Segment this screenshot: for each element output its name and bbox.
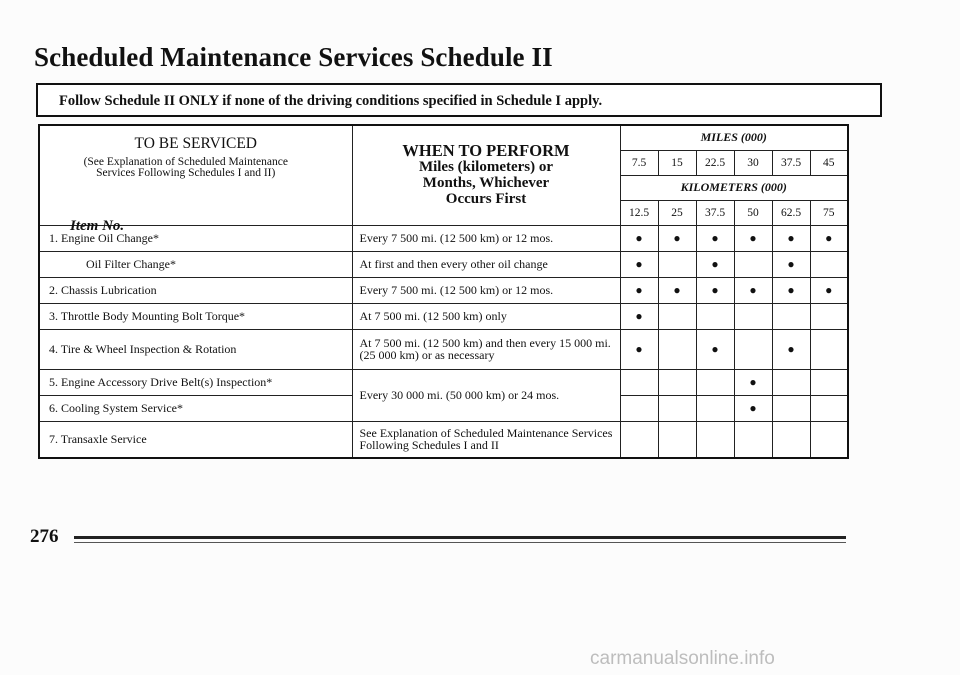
- service-dot: ●: [734, 395, 772, 421]
- to-be-serviced-title: TO BE SERVICED: [134, 135, 257, 152]
- empty-cell: [696, 395, 734, 421]
- when-cell: At 7 500 mi. (12 500 km) only: [352, 303, 620, 329]
- service-dot: ●: [620, 303, 658, 329]
- watermark: carmanualsonline.info: [590, 648, 775, 669]
- when-cell: At first and then every other oil change: [352, 251, 620, 277]
- empty-cell: [810, 303, 848, 329]
- when-cell: At 7 500 mi. (12 500 km) and then every 15 000 mi. (25 000 km) or as necessary: [352, 329, 620, 369]
- item-no-label: Item No.: [70, 218, 125, 234]
- empty-cell: [734, 421, 772, 458]
- when-line-2: Miles (kilometers) or: [418, 159, 554, 176]
- page-title: Scheduled Maintenance Services Schedule II: [34, 42, 553, 72]
- miles-cell: 45: [810, 150, 848, 175]
- service-dot: ●: [658, 277, 696, 303]
- maintenance-schedule-table: [38, 124, 849, 459]
- to-be-serviced-note: (See Explanation of Scheduled Maintenance Services Following Schedules I and II): [83, 156, 288, 179]
- service-item: Oil Filter Change*: [39, 251, 352, 277]
- service-dot: ●: [620, 277, 658, 303]
- notice-text: Follow Schedule II ONLY if none of the driving conditions specified in Schedule I apply.: [59, 93, 603, 109]
- empty-cell: [658, 369, 696, 395]
- page-number: 276: [30, 526, 63, 548]
- service-dot: ●: [772, 329, 810, 369]
- when-to-perform-title: WHEN TO PERFORM: [402, 141, 570, 161]
- empty-cell: [658, 251, 696, 277]
- empty-cell: [734, 329, 772, 369]
- notice-box: [36, 83, 882, 117]
- km-cell: 50: [734, 200, 772, 225]
- service-dot: ●: [620, 251, 658, 277]
- when-cell: See Explanation of Scheduled Maintenance Services Following Schedules I and II: [352, 421, 620, 458]
- service-dot: ●: [810, 277, 848, 303]
- service-item: 4. Tire & Wheel Inspection & Rotation: [39, 329, 352, 369]
- kilometers-header: KILOMETERS (000): [620, 175, 848, 200]
- service-item: 6. Cooling System Service*: [39, 395, 352, 421]
- service-dot: ●: [734, 369, 772, 395]
- when-line-3: Months, Whichever: [422, 175, 550, 192]
- empty-cell: [734, 303, 772, 329]
- service-dot: ●: [696, 225, 734, 251]
- empty-cell: [658, 421, 696, 458]
- when-line-4: Occurs First: [445, 191, 527, 208]
- empty-cell: [696, 303, 734, 329]
- footer-rule: [74, 536, 846, 539]
- miles-cell: 22.5: [696, 150, 734, 175]
- empty-cell: [658, 303, 696, 329]
- service-item: 1. Engine Oil Change*: [39, 225, 352, 251]
- service-dot: ●: [696, 251, 734, 277]
- empty-cell: [772, 421, 810, 458]
- service-dot: ●: [772, 225, 810, 251]
- km-cell: 75: [810, 200, 848, 225]
- service-dot: ●: [658, 225, 696, 251]
- miles-cell: 30: [734, 150, 772, 175]
- empty-cell: [772, 369, 810, 395]
- footer-rule-thin: [74, 542, 846, 543]
- empty-cell: [696, 369, 734, 395]
- service-item: 5. Engine Accessory Drive Belt(s) Inspection*: [39, 369, 352, 395]
- service-dot: ●: [772, 277, 810, 303]
- empty-cell: [772, 395, 810, 421]
- when-cell: Every 7 500 mi. (12 500 km) or 12 mos.: [352, 277, 620, 303]
- km-cell: 25: [658, 200, 696, 225]
- empty-cell: [620, 369, 658, 395]
- when-to-perform-header: [352, 125, 620, 225]
- km-cell: 12.5: [620, 200, 658, 225]
- km-cell: 62.5: [772, 200, 810, 225]
- service-dot: ●: [734, 277, 772, 303]
- miles-cell: 37.5: [772, 150, 810, 175]
- service-dot: ●: [734, 225, 772, 251]
- empty-cell: [696, 421, 734, 458]
- service-dot: ●: [696, 277, 734, 303]
- service-item: 3. Throttle Body Mounting Bolt Torque*: [39, 303, 352, 329]
- miles-cell: 15: [658, 150, 696, 175]
- when-cell: Every 7 500 mi. (12 500 km) or 12 mos.: [352, 225, 620, 251]
- empty-cell: [658, 395, 696, 421]
- empty-cell: [620, 395, 658, 421]
- empty-cell: [810, 251, 848, 277]
- service-item: 7. Transaxle Service: [39, 421, 352, 458]
- service-dot: ●: [772, 251, 810, 277]
- service-dot: ●: [620, 225, 658, 251]
- empty-cell: [810, 421, 848, 458]
- when-cell: Every 30 000 mi. (50 000 km) or 24 mos.: [352, 369, 620, 421]
- miles-cell: 7.5: [620, 150, 658, 175]
- empty-cell: [620, 421, 658, 458]
- km-cell: 37.5: [696, 200, 734, 225]
- miles-header: MILES (000): [620, 125, 848, 150]
- service-item: 2. Chassis Lubrication: [39, 277, 352, 303]
- empty-cell: [734, 251, 772, 277]
- empty-cell: [810, 369, 848, 395]
- empty-cell: [658, 329, 696, 369]
- service-dot: ●: [620, 329, 658, 369]
- empty-cell: [772, 303, 810, 329]
- service-dot: ●: [696, 329, 734, 369]
- empty-cell: [810, 395, 848, 421]
- to-be-serviced-header: [39, 125, 352, 234]
- empty-cell: [810, 329, 848, 369]
- service-dot: ●: [810, 225, 848, 251]
